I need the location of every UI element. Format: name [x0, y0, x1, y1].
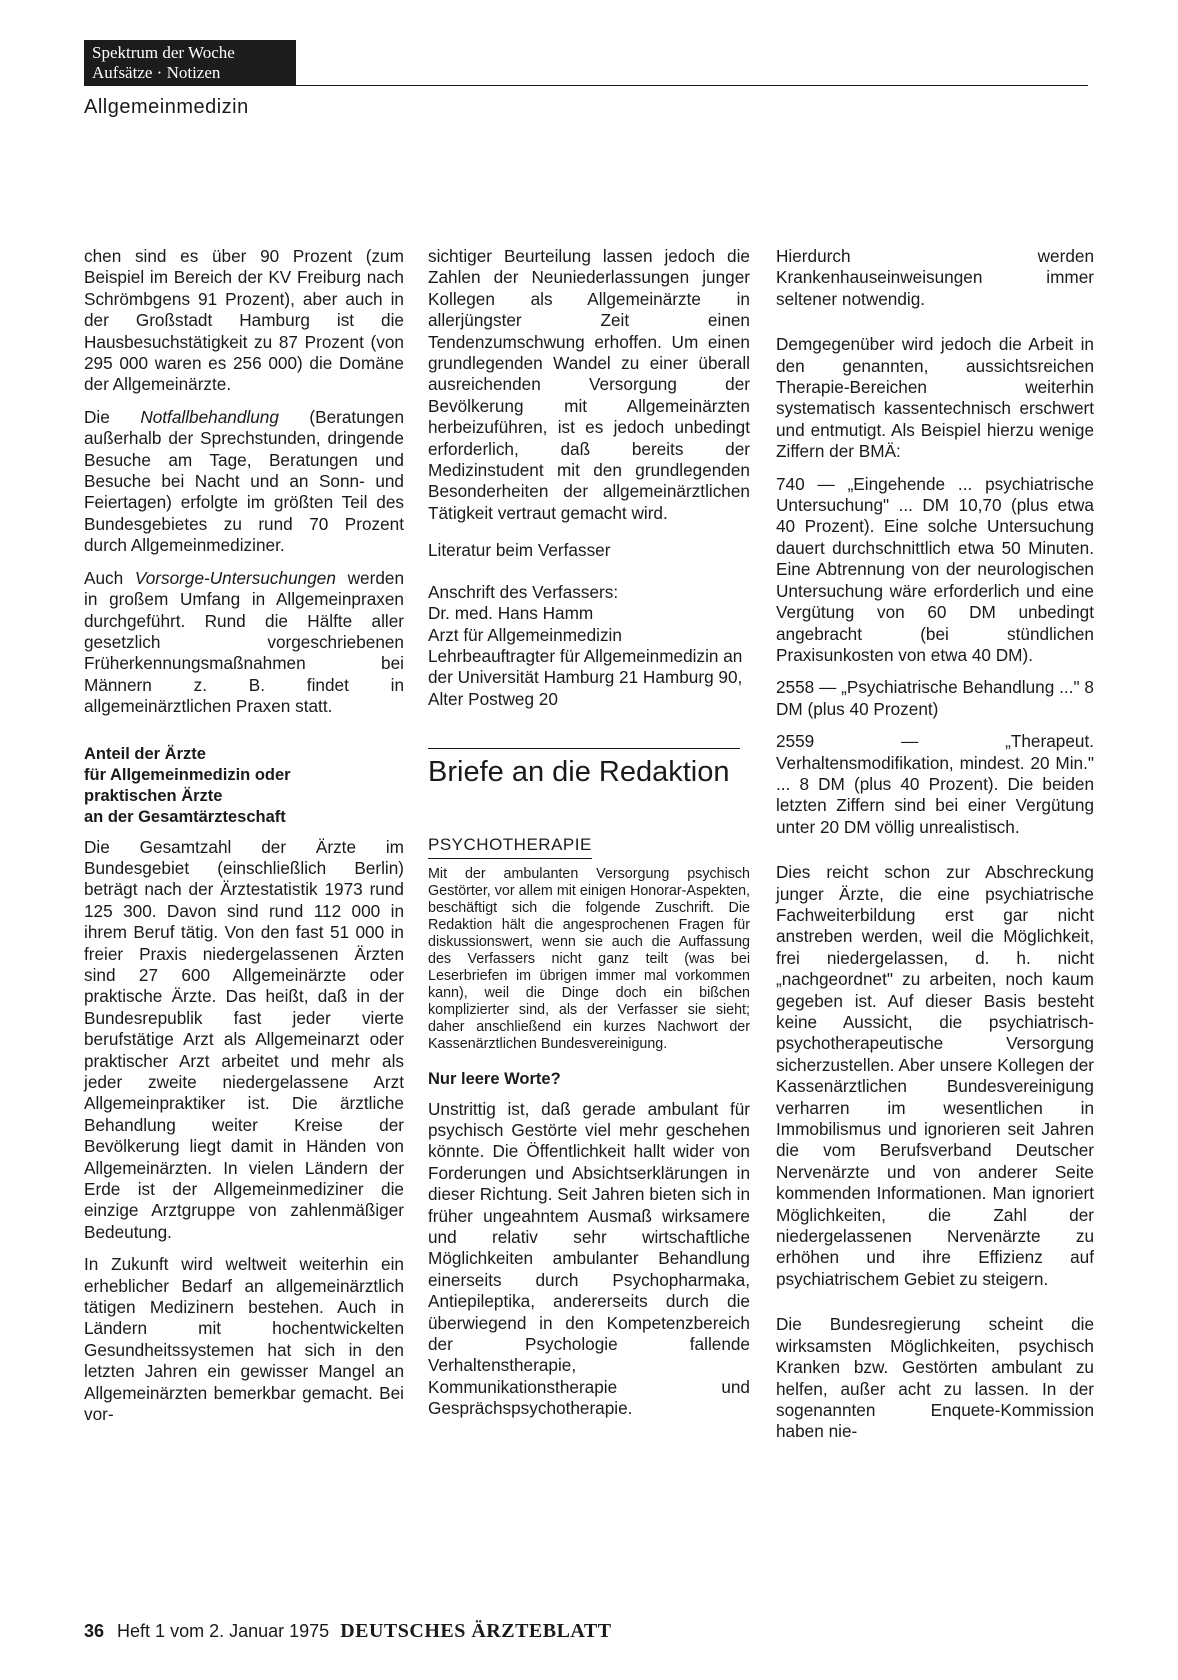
literatur-note: Literatur beim Verfasser: [428, 540, 611, 561]
col1-paragraph-3: Auch Vorsorge-Untersuchungen werden in großem Umfang in Allgemeinpraxen durchgeführt. Rund die Hälfte aller gesetzlich vorgeschriebenen Früherkennungsmaßnahmen bei Männern z. B. findet in allgemeinärztlichen Praxen statt.: [84, 567, 404, 717]
col1-paragraph-4: Die Gesamtzahl der Ärzte im Bundesgebiet (einschließlich Berlin) beträgt nach der Ärztestatistik 1973 rund 125 300. Davon sind rund 112 000 in ihrem Beruf tätig. Von den fast 51 000 in freier Praxis niedergelassenen Ärzten sind 27 600 Allgemeinärzte oder praktische Ärzte. Das heißt, daß in der Bundesrepublik fast jeder vierte berufstätige Arzt als Allgemeinarzt oder praktischer Arzt arbeitet und mehr als jeder zweite niedergelassene Arzt Allgemeinpraktiker ist. Die ärztliche Behandlung weiter Kreise der Bevölkerung liegt damit in Händen von Allgemeinärzten. In vielen Ländern der Erde ist der Allgemeinmediziner die einzige Arztgruppe von zahlenmäßiger Bedeutung.: [84, 836, 404, 1242]
page-number: 36: [84, 1621, 105, 1641]
column-1: [84, 246, 404, 1437]
col1-paragraph-2: Die Notfallbehandlung (Beratungen außerhalb der Sprechstunden, dringende Besuche am Tage, Beratungen und Besuche bei Nacht und an Sonn- und Feiertagen) erfolgte im größten Teil des Bundesgebietes zu rund 70 Prozent durch Allgemeinmediziner.: [84, 406, 404, 556]
briefe-rule: [428, 748, 740, 749]
col3-paragraph-6: Dies reicht schon zur Abschreckung junger Ärzte, die eine psychiatrische Fachweiterbildung erst gar nicht anstreben werden, weil die Möglichkeit, frei niedergelassen, d. h. nicht „nachgeordnet" zu arbeiten, noch kaum gegeben ist. Auf dieser Basis besteht keine Aussicht, die psychiatrisch-psychotherapeutische Versorgung sicherzustellen. Aber unsere Kollegen der Kassenärztlichen Bundesvereinigung verharren im wesentlichen in Immobilismus und ignorieren seit Jahren die vom Berufsverband Deutscher Nervenärzte und von anderer Seite kommenden Informationen. Man ignoriert Möglichkeiten, die Zahl der niedergelassenen Nervenärzte zu erhöhen und ihre Effizienz auf psychiatrischem Gebiet zu steigern.: [776, 862, 1094, 1289]
emphasis-vorsorge: Vorsorge-Untersuchungen: [134, 567, 336, 588]
page-footer: [84, 1620, 612, 1643]
editorial-intro: Mit der ambulanten Versorgung psychisch Gestörter, vor allem mit einigen Honorar-Aspekten, beschäftigt sich die folgende Zuschrift. Die Redaktion hält die angesprochenen Fragen für diskussionswert, wenn sie auch die Auffassung des Verfassers nicht ganz teilt (was bei Leserbriefen im übrigen immer mal vorkommen kann), weil die Dinge doch ein bißchen komplizierter sind, als der Verfasser sie sieht; daher anschließend ein kurzes Nachwort der Kassenärztlichen Bundesvereinigung.: [428, 865, 750, 1052]
column-3: [776, 246, 1094, 1454]
journal-name: DEUTSCHES ÄRZTEBLATT: [340, 1620, 612, 1642]
col3-paragraph-2: Demgegenüber wird jedoch die Arbeit in den genannten, aussichtsreichen Therapie-Bereichen weiterhin systematisch kassentechnisch erschwert und entmutigt. Als Beispiel hierzu wenige Ziffern der BMÄ:: [776, 334, 1094, 462]
col3-paragraph-4: 2558 — „Psychiatrische Behandlung ..." 8 DM (plus 40 Prozent): [776, 677, 1094, 719]
emphasis-notfallbehandlung: Notfallbehandlung: [140, 406, 279, 427]
column-2: [428, 246, 750, 1431]
header-box-line1: Spektrum der Woche: [92, 43, 235, 62]
header-box-line2: Aufsätze · Notizen: [92, 63, 221, 82]
col1-paragraph-5: In Zukunft wird weltweit weiterhin ein erheblicher Bedarf an allgemeinärztlich tätigen Medizinern bestehen. Auch in Ländern mit hochentwickelten Gesundheitssystemen hat sich in den letzten Jahren ein gewisser Mangel an Allgemeinärzten bemerkbar gemacht. Bei vor-: [84, 1254, 404, 1425]
col3-paragraph-5: 2559 — „Therapeut. Verhaltensmodifikation, mindest. 20 Min." ... 8 DM (plus 40 Prozent). Die beiden letzten Ziffern sind bei einer Vergütung unter 20 DM völlig unrealistisch.: [776, 731, 1094, 837]
author-address: Anschrift des Verfassers: Dr. med. Hans Hamm Arzt für Allgemeinmedizin Lehrbeauftragter für Allgemeinmedizin an der Universität Hamburg 21 Hamburg 90, Alter Postweg 20: [428, 581, 743, 709]
col2-paragraph-1: sichtiger Beurteilung lassen jedoch die Zahlen der Neuniederlassungen junger Kollegen als Allgemeinärzte in allerjüngster Zeit einen Tendenzumschwung erhoffen. Um einen grundlegenden Wandel zu einer überall ausreichenden Versorgung der Bevölkerung mit Allgemeinärzten herbeizuführen, ist es jedoch unbedingt erforderlich, daß bereits der Medizinstudent mit den grundlegenden Besonderheiten der allgemeinärztlichen Tätigkeit vertraut gemacht wird.: [428, 246, 750, 523]
col3-paragraph-7: Die Bundesregierung scheint die wirksamsten Möglichkeiten, psychisch Kranken bzw. Gestörten ambulant zu helfen, außer acht zu lassen. In der sogenannten Enquete-Kommission haben nie-: [776, 1314, 1094, 1442]
subheading-nur-leere-worte: Nur leere Worte?: [428, 1069, 561, 1088]
briefe-heading: Briefe an die Redaktion: [428, 756, 730, 789]
issue-info: Heft 1 vom 2. Januar 1975: [117, 1621, 330, 1641]
header-rule: [296, 85, 1088, 86]
col3-paragraph-1: Hierdurch werden Krankenhauseinweisungen immer seltener notwendig.: [776, 246, 1094, 309]
col1-paragraph-1: chen sind es über 90 Prozent (zum Beispiel im Bereich der KV Freiburg nach Schrömbgens 91 Prozent), aber auch in der Großstadt Hamburg ist die Hausbesuchstätigkeit zu 87 Prozent (von 295 000 waren es 256 000) die Domäne der Allgemeinärzte.: [84, 246, 404, 395]
psychotherapie-heading: PSYCHOTHERAPIE: [428, 834, 592, 858]
col3-paragraph-3: 740 — „Eingehende ... psychiatrische Untersuchung" ... DM 10,70 (plus etwa 40 Prozent). Eine solche Untersuchung dauert durchschnittlich etwa 50 Minuten. Eine Abtrennung von der neurologischen Untersuchung wäre erforderlich und eine Vergütung von 60 DM unbedingt angebracht (bei stündlichen Praxisunkosten von etwa 40 DM).: [776, 473, 1094, 665]
col2-paragraph-2: Unstrittig ist, daß gerade ambulant für psychisch Gestörte viel mehr geschehen könnte. Die Öffentlichkeit hallt wider von Forderungen und Absichtserklärungen in dieser Richtung. Seit Jahren bieten sich in früher ungeahntem Ausmaß wirksamere und relativ sehr wirtschaftliche Möglichkeiten ambulanter Behandlung einerseits durch Psychopharmaka, Antiepileptika, andererseits durch die überwiegend in den Kompetenzbereich der Psychologie fallende Verhaltenstherapie, Kommunikationstherapie und Gesprächspsychotherapie.: [428, 1098, 750, 1419]
section-title: Allgemeinmedizin: [84, 96, 249, 118]
section-header-box: [84, 40, 296, 86]
subheading-anteil: Anteil der Ärzte für Allgemeinmedizin oder praktischen Ärzte an der Gesamtärzteschaft: [84, 744, 291, 826]
